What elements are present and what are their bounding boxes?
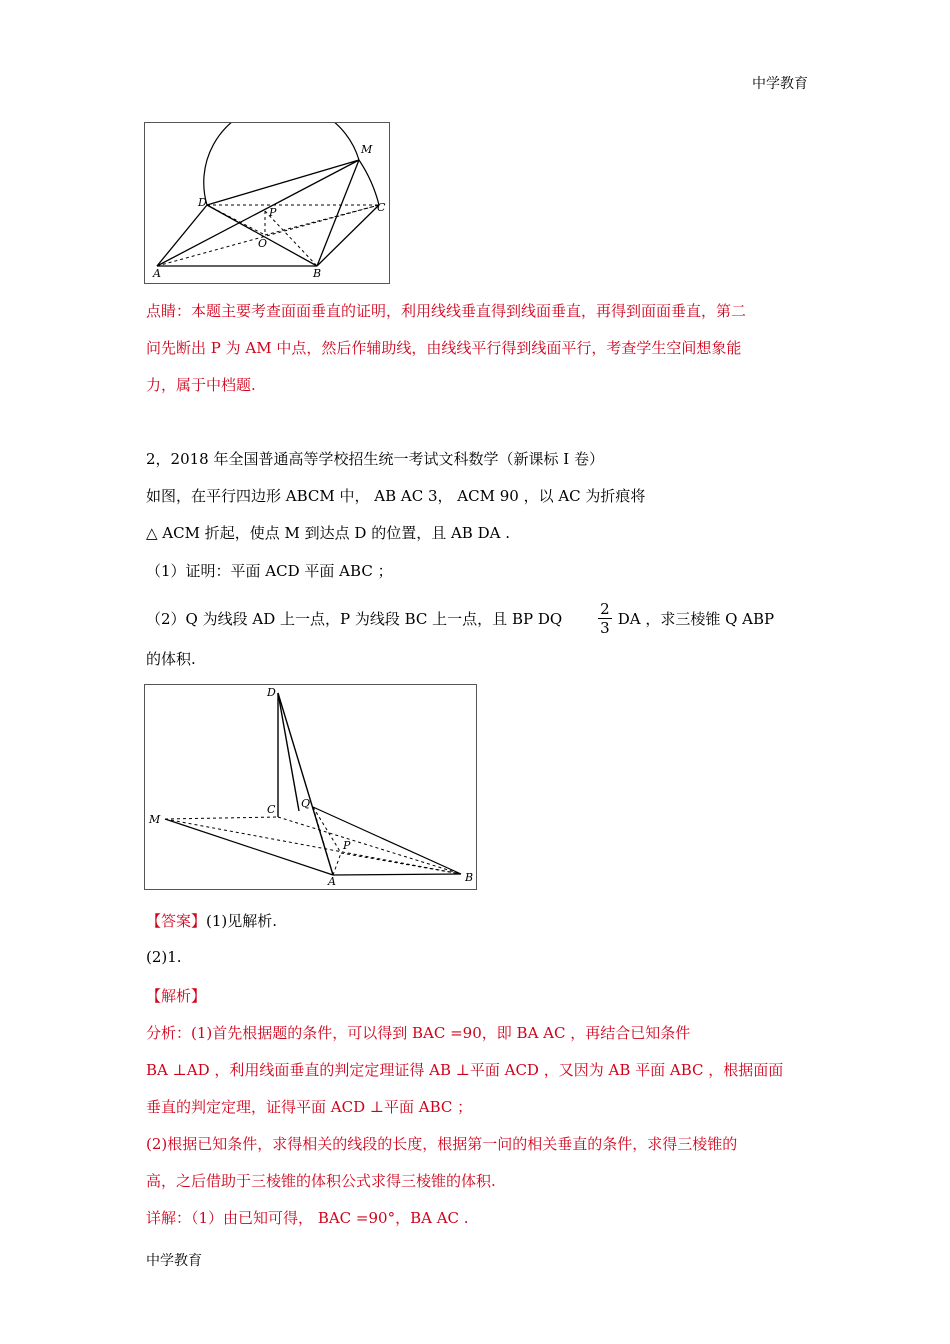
problem-statement-2: △ ACM 折起，使点 M 到达点 D 的位置，且 AB DA . (146, 524, 510, 542)
label-D: D (198, 196, 207, 209)
label-M: M (361, 143, 373, 156)
page-header: 中学教育 (752, 76, 808, 92)
part2-text-b: DA ，求三棱锥 Q ABP (617, 610, 775, 628)
part2-text-a: （2）Q 为线段 AD 上一点，P 为线段 BC 上一点，且 BP DQ (146, 610, 563, 628)
label-P: P (343, 839, 351, 852)
problem-statement-1: 如图，在平行四边形 ABCM 中， AB AC 3， ACM 90 ，以 AC 为折痕将 (146, 487, 646, 505)
label-A: A (153, 267, 161, 280)
label-M: M (149, 813, 161, 826)
analysis-line-5: 高，之后借助于三棱锥的体积公式求得三棱锥的体积. (146, 1172, 496, 1190)
label-C: C (267, 803, 276, 816)
label-P: P (269, 206, 277, 219)
fraction-denominator: 3 (600, 619, 610, 637)
analysis-line-3: 垂直的判定定理，证得平面 ACD ⊥平面 ABC ； (146, 1098, 473, 1116)
fraction-numerator: 2 (600, 600, 610, 618)
label-D: D (267, 686, 276, 699)
answer-label: 【答案】 (146, 912, 207, 930)
analysis-line-1: 分析：(1)首先根据题的条件，可以得到 BAC =90，即 BA AC ，再结合已知条件 (146, 1024, 691, 1042)
analysis-line-6: 详解：（1）由已知可得， BAC =90°，BA AC . (146, 1209, 469, 1227)
comment-line-3: 力，属于中档题. (146, 376, 256, 394)
comment-line-2: 问先断出 P 为 AM 中点，然后作辅助线，由线线平行得到线面平行，考查学生空间想象能 (146, 339, 742, 357)
label-Q: Q (301, 797, 311, 810)
label-O: O (258, 237, 268, 250)
answer-line-1 (146, 910, 277, 931)
problem-part-2 (146, 600, 774, 637)
answer-2: (2)1. (146, 948, 182, 966)
analysis-line-4: (2)根据已知条件，求得相关的线段的长度，根据第一问的相关垂直的条件，求得三棱锥的 (146, 1135, 738, 1153)
fraction-two-thirds (598, 600, 612, 637)
label-C: C (377, 201, 386, 214)
figure-folded-pyramid (144, 684, 477, 890)
problem-part-1: （1）证明：平面 ACD 平面 ABC ； (146, 562, 393, 580)
analysis-label: 【解析】 (146, 987, 207, 1005)
answer-1: (1)见解析. (206, 912, 278, 930)
page-footer: 中学教育 (146, 1253, 202, 1269)
label-B: B (465, 871, 474, 884)
problem-title: 2，2018 年全国普通高等学校招生统一考试文科数学（新课标 I 卷） (146, 450, 604, 468)
analysis-line-2: BA ⊥AD ，利用线面垂直的判定定理证得 AB ⊥平面 ACD ，又因为 AB 平面 ABC ，根据面面 (146, 1061, 784, 1079)
problem-part-2-end: 的体积. (146, 650, 196, 668)
label-B: B (313, 267, 322, 280)
comment-line-1: 点睛：本题主要考查面面垂直的证明，利用线线垂直得到线面垂直，再得到面面垂直，第二 (146, 302, 747, 320)
label-A: A (328, 875, 336, 888)
figure-semicircle-geometry (144, 122, 390, 284)
